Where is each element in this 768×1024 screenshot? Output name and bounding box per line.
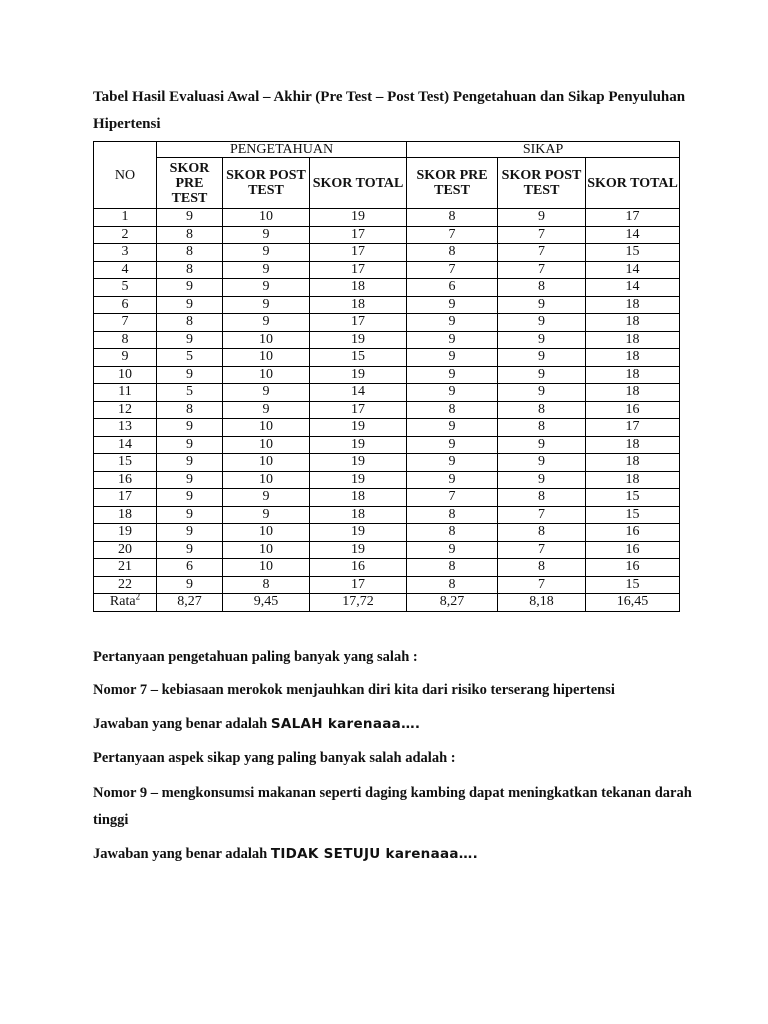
- row-number: 21: [94, 559, 157, 577]
- score-cell: 19: [310, 419, 407, 437]
- score-cell: 16: [310, 559, 407, 577]
- score-cell: 17: [310, 401, 407, 419]
- score-cell: 18: [586, 331, 680, 349]
- table-row: [94, 436, 680, 454]
- table-row: [94, 401, 680, 419]
- average-row: [94, 594, 680, 612]
- score-cell: 9: [407, 384, 498, 402]
- row-number: 8: [94, 331, 157, 349]
- score-cell: 10: [223, 349, 310, 367]
- pengetahuan-post-test-header: SKOR POST TEST: [223, 158, 310, 209]
- score-cell: 9: [223, 279, 310, 297]
- score-cell: 7: [498, 576, 586, 594]
- table-row: [94, 541, 680, 559]
- score-cell: 14: [586, 261, 680, 279]
- score-cell: 7: [498, 541, 586, 559]
- score-cell: 18: [586, 471, 680, 489]
- score-cell: 19: [310, 331, 407, 349]
- table-title: Tabel Hasil Evaluasi Awal – Akhir (Pre Test – Post Test) Pengetahuan dan Sikap Penyuluhan Hipertensi: [93, 89, 686, 132]
- score-cell: 15: [586, 506, 680, 524]
- score-cell: 14: [586, 279, 680, 297]
- score-cell: 9: [157, 331, 223, 349]
- answer-attitude: Jawaban yang benar adalah TIDAK SETUJU karenaaa….: [93, 846, 479, 862]
- score-cell: 8: [407, 576, 498, 594]
- score-cell: 8: [498, 559, 586, 577]
- score-cell: 9: [157, 524, 223, 542]
- score-cell: 7: [498, 226, 586, 244]
- score-cell: 9: [498, 471, 586, 489]
- table-row: [94, 226, 680, 244]
- row-number: 1: [94, 209, 157, 227]
- row-number: 22: [94, 576, 157, 594]
- table-row: [94, 384, 680, 402]
- row-number: 9: [94, 349, 157, 367]
- score-cell: 7: [407, 261, 498, 279]
- sikap-header: SIKAP: [407, 142, 680, 158]
- average-cell: 8,27: [407, 594, 498, 612]
- row-number: 10: [94, 366, 157, 384]
- score-cell: 8: [157, 261, 223, 279]
- score-cell: 18: [586, 384, 680, 402]
- score-cell: 9: [223, 401, 310, 419]
- row-number: 7: [94, 314, 157, 332]
- table-row: [94, 471, 680, 489]
- row-number: 15: [94, 454, 157, 472]
- row-number: 13: [94, 419, 157, 437]
- average-cell: 17,72: [310, 594, 407, 612]
- average-cell: 8,18: [498, 594, 586, 612]
- score-cell: 10: [223, 419, 310, 437]
- score-cell: 10: [223, 366, 310, 384]
- score-cell: 10: [223, 524, 310, 542]
- score-cell: 9: [157, 576, 223, 594]
- score-cell: 6: [407, 279, 498, 297]
- score-cell: 9: [157, 471, 223, 489]
- question-attitude-item: Nomor 9 – mengkonsumsi makanan seperti daging kambing dapat meningkatkan tekanan darah tinggi: [93, 785, 692, 828]
- score-cell: 9: [407, 454, 498, 472]
- score-cell: 17: [310, 261, 407, 279]
- score-cell: 17: [310, 226, 407, 244]
- score-cell: 9: [157, 489, 223, 507]
- score-cell: 19: [310, 436, 407, 454]
- score-cell: 8: [407, 401, 498, 419]
- score-cell: 18: [310, 279, 407, 297]
- score-cell: 10: [223, 436, 310, 454]
- score-cell: 8: [407, 506, 498, 524]
- answer-knowledge: Jawaban yang benar adalah SALAH karenaaa….: [93, 716, 421, 732]
- score-cell: 18: [586, 454, 680, 472]
- score-cell: 5: [157, 384, 223, 402]
- question-knowledge-intro: Pertanyaan pengetahuan paling banyak yang salah :: [93, 649, 418, 665]
- score-cell: 19: [310, 209, 407, 227]
- score-cell: 9: [407, 296, 498, 314]
- question-attitude-intro: Pertanyaan aspek sikap yang paling banyak salah adalah :: [93, 750, 456, 766]
- score-cell: 19: [310, 454, 407, 472]
- score-cell: 7: [407, 226, 498, 244]
- score-cell: 7: [407, 489, 498, 507]
- row-number: 6: [94, 296, 157, 314]
- table-row: [94, 331, 680, 349]
- score-cell: 9: [407, 366, 498, 384]
- score-cell: 9: [407, 471, 498, 489]
- row-number: 18: [94, 506, 157, 524]
- score-cell: 8: [498, 279, 586, 297]
- score-cell: 9: [407, 314, 498, 332]
- score-cell: 9: [157, 366, 223, 384]
- pengetahuan-header: PENGETAHUAN: [157, 142, 407, 158]
- score-cell: 9: [157, 541, 223, 559]
- score-cell: 9: [498, 296, 586, 314]
- sikap-post-test-header: SKOR POST TEST: [498, 158, 586, 209]
- score-cell: 9: [407, 331, 498, 349]
- score-cell: 9: [223, 489, 310, 507]
- score-cell: 6: [157, 559, 223, 577]
- score-cell: 18: [586, 366, 680, 384]
- score-cell: 9: [157, 279, 223, 297]
- score-cell: 10: [223, 209, 310, 227]
- table-row: [94, 489, 680, 507]
- score-cell: 9: [498, 454, 586, 472]
- row-number: 5: [94, 279, 157, 297]
- score-cell: 8: [223, 576, 310, 594]
- score-cell: 9: [498, 366, 586, 384]
- score-cell: 10: [223, 331, 310, 349]
- pengetahuan-pre-test-header: SKOR PRE TEST: [157, 158, 223, 209]
- table-row: [94, 419, 680, 437]
- score-cell: 8: [407, 559, 498, 577]
- score-cell: 15: [586, 576, 680, 594]
- score-cell: 10: [223, 559, 310, 577]
- score-cell: 9: [157, 454, 223, 472]
- score-cell: 9: [223, 261, 310, 279]
- score-cell: 8: [157, 401, 223, 419]
- score-cell: 17: [586, 209, 680, 227]
- score-cell: 17: [310, 576, 407, 594]
- score-cell: 9: [223, 296, 310, 314]
- score-cell: 8: [498, 524, 586, 542]
- score-cell: 8: [498, 419, 586, 437]
- score-cell: 16: [586, 401, 680, 419]
- average-cell: 9,45: [223, 594, 310, 612]
- score-cell: 9: [498, 436, 586, 454]
- row-number: 19: [94, 524, 157, 542]
- score-cell: 9: [407, 541, 498, 559]
- table-row: [94, 261, 680, 279]
- table-row: [94, 366, 680, 384]
- score-cell: 9: [498, 384, 586, 402]
- table-row: [94, 209, 680, 227]
- score-cell: 14: [586, 226, 680, 244]
- score-cell: 9: [223, 314, 310, 332]
- table-row: [94, 524, 680, 542]
- score-cell: 7: [498, 244, 586, 262]
- score-cell: 9: [157, 506, 223, 524]
- question-knowledge-item: Nomor 7 – kebiasaan merokok menjauhkan diri kita dari risiko terserang hipertensi: [93, 682, 615, 698]
- score-cell: 9: [157, 209, 223, 227]
- no-header: NO: [94, 142, 157, 209]
- table-row: [94, 506, 680, 524]
- score-cell: 9: [498, 314, 586, 332]
- score-cell: 16: [586, 559, 680, 577]
- average-label: Rata$^2$: [94, 594, 157, 612]
- evaluation-table: [93, 141, 680, 612]
- row-number: 17: [94, 489, 157, 507]
- table-row: [94, 279, 680, 297]
- score-cell: 9: [157, 436, 223, 454]
- table-row: [94, 244, 680, 262]
- score-cell: 19: [310, 524, 407, 542]
- score-cell: 8: [407, 209, 498, 227]
- score-cell: 8: [157, 314, 223, 332]
- table-row: [94, 296, 680, 314]
- score-cell: 18: [586, 296, 680, 314]
- row-number: 14: [94, 436, 157, 454]
- table-row: [94, 576, 680, 594]
- score-cell: 15: [586, 244, 680, 262]
- score-cell: 19: [310, 471, 407, 489]
- score-cell: 15: [310, 349, 407, 367]
- score-cell: 8: [157, 226, 223, 244]
- score-cell: 18: [310, 506, 407, 524]
- score-cell: 9: [407, 419, 498, 437]
- score-cell: 9: [157, 419, 223, 437]
- table-row: [94, 349, 680, 367]
- score-cell: 15: [586, 489, 680, 507]
- score-cell: 5: [157, 349, 223, 367]
- sikap-pre-test-header: SKOR PRE TEST: [407, 158, 498, 209]
- average-cell: 8,27: [157, 594, 223, 612]
- score-cell: 8: [407, 524, 498, 542]
- table-body: [94, 209, 680, 594]
- score-cell: 8: [498, 489, 586, 507]
- score-cell: 14: [310, 384, 407, 402]
- table-row: [94, 454, 680, 472]
- score-cell: 7: [498, 261, 586, 279]
- score-cell: 8: [498, 401, 586, 419]
- score-cell: 19: [310, 366, 407, 384]
- score-cell: 9: [223, 506, 310, 524]
- score-cell: 18: [586, 349, 680, 367]
- score-cell: 9: [223, 226, 310, 244]
- score-cell: 18: [586, 314, 680, 332]
- sikap-total-header: SKOR TOTAL: [586, 158, 680, 209]
- score-cell: 9: [157, 296, 223, 314]
- score-cell: 18: [310, 489, 407, 507]
- score-cell: 19: [310, 541, 407, 559]
- score-cell: 17: [310, 314, 407, 332]
- score-cell: 9: [498, 349, 586, 367]
- table-row: [94, 559, 680, 577]
- score-cell: 16: [586, 524, 680, 542]
- score-cell: 10: [223, 541, 310, 559]
- score-cell: 10: [223, 454, 310, 472]
- score-cell: 8: [407, 244, 498, 262]
- row-number: 3: [94, 244, 157, 262]
- score-cell: 18: [310, 296, 407, 314]
- row-number: 16: [94, 471, 157, 489]
- pengetahuan-total-header: SKOR TOTAL: [310, 158, 407, 209]
- row-number: 4: [94, 261, 157, 279]
- row-number: 12: [94, 401, 157, 419]
- score-cell: 16: [586, 541, 680, 559]
- score-cell: 17: [586, 419, 680, 437]
- row-number: 20: [94, 541, 157, 559]
- table-row: [94, 314, 680, 332]
- score-cell: 10: [223, 471, 310, 489]
- score-cell: 9: [498, 331, 586, 349]
- score-cell: 8: [157, 244, 223, 262]
- average-cell: 16,45: [586, 594, 680, 612]
- score-cell: 9: [407, 349, 498, 367]
- score-cell: 9: [498, 209, 586, 227]
- row-number: 2: [94, 226, 157, 244]
- score-cell: 9: [223, 244, 310, 262]
- row-number: 11: [94, 384, 157, 402]
- score-cell: 9: [223, 384, 310, 402]
- score-cell: 18: [586, 436, 680, 454]
- score-cell: 17: [310, 244, 407, 262]
- score-cell: 7: [498, 506, 586, 524]
- score-cell: 9: [407, 436, 498, 454]
